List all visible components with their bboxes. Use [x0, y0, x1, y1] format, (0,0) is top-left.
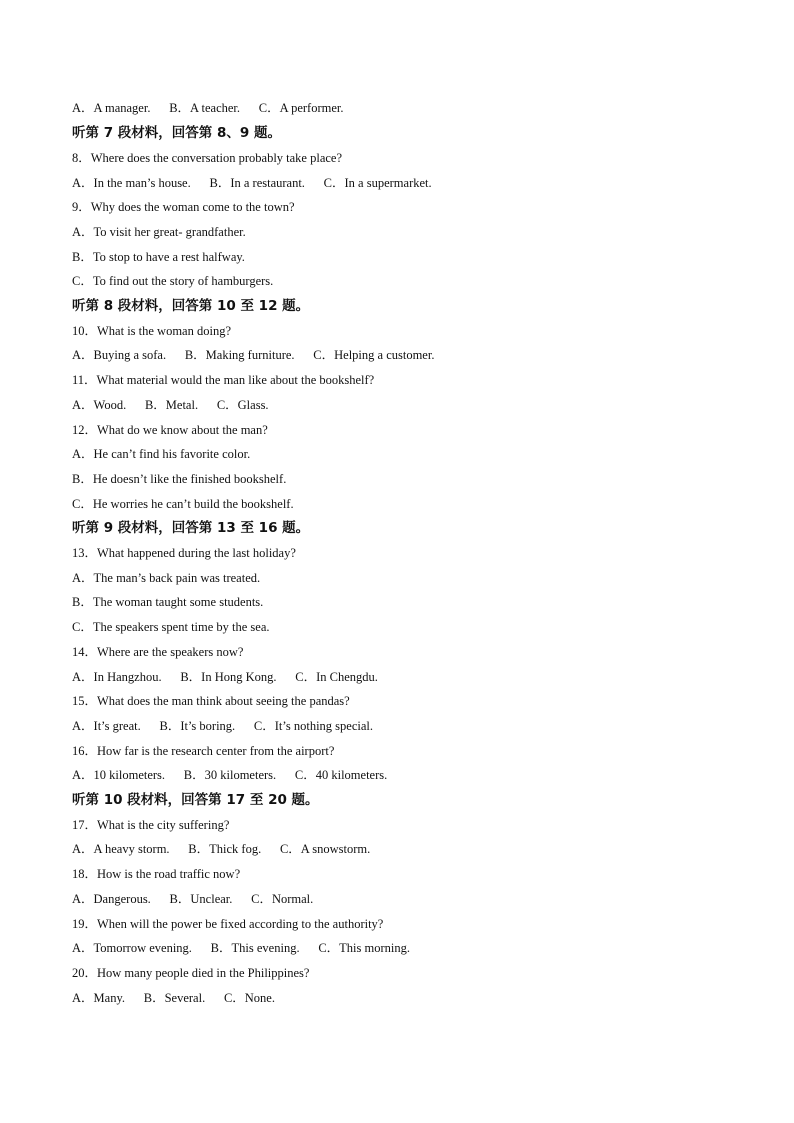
answer-options-q20: A．Many. B．Several. C．None.: [72, 991, 275, 1005]
answer-option-q13-b: B．The woman taught some students.: [72, 595, 264, 609]
answer-options-q17: A．A heavy storm. B．Thick fog. C．A snowstorm.: [72, 842, 371, 856]
section-heading-10: 听第 10 段材料，回答第 17 至 20 题。: [72, 792, 319, 808]
question-18: 18．How is the road traffic now?: [72, 867, 241, 881]
question-8: 8．Where does the conversation probably take place?: [72, 151, 343, 165]
question-16: 16．How far is the research center from the airport?: [72, 744, 335, 758]
question-19: 19．When will the power be fixed according to the authority?: [72, 917, 384, 931]
answer-option-q12-a: A．He can’t find his favorite color.: [72, 447, 251, 461]
answer-option-q13-c: C．The speakers spent time by the sea.: [72, 620, 270, 634]
answer-options-q8: A．In the man’s house. B．In a restaurant. C．In a supermarket.: [72, 176, 432, 190]
answer-option-q12-c: C．He worries he can’t build the bookshelf.: [72, 497, 294, 511]
question-10: 10．What is the woman doing?: [72, 324, 231, 338]
section-heading-9: 听第 9 段材料，回答第 13 至 16 题。: [72, 520, 310, 536]
answer-options-q19: A．Tomorrow evening. B．This evening. C．This morning.: [72, 941, 410, 955]
answer-option-q9-c: C．To find out the story of hamburgers.: [72, 274, 274, 288]
section-heading-7: 听第 7 段材料，回答第 8、9 题。: [72, 125, 281, 141]
answer-options-q7: A．A manager. B．A teacher. C．A performer.: [72, 101, 344, 115]
question-11: 11．What material would the man like about the bookshelf?: [72, 373, 375, 387]
answer-options-q14: A．In Hangzhou. B．In Hong Kong. C．In Chengdu.: [72, 670, 378, 684]
answer-options-q10: A．Buying a sofa. B．Making furniture. C．Helping a customer.: [72, 348, 435, 362]
answer-option-q13-a: A．The man’s back pain was treated.: [72, 571, 261, 585]
question-17: 17．What is the city suffering?: [72, 818, 230, 832]
question-14: 14．Where are the speakers now?: [72, 645, 244, 659]
answer-option-q9-b: B．To stop to have a rest halfway.: [72, 250, 245, 264]
answer-option-q12-b: B．He doesn’t like the finished bookshelf.: [72, 472, 287, 486]
answer-options-q11: A．Wood. B．Metal. C．Glass.: [72, 398, 269, 412]
question-13: 13．What happened during the last holiday?: [72, 546, 296, 560]
question-12: 12．What do we know about the man?: [72, 423, 268, 437]
question-15: 15．What does the man think about seeing the pandas?: [72, 694, 350, 708]
question-20: 20．How many people died in the Philippines?: [72, 966, 310, 980]
answer-options-q15: A．It’s great. B．It’s boring. C．It’s nothing special.: [72, 719, 374, 733]
section-heading-8: 听第 8 段材料，回答第 10 至 12 题。: [72, 298, 310, 314]
answer-option-q9-a: A．To visit her great- grandfather.: [72, 225, 246, 239]
question-9: 9．Why does the woman come to the town?: [72, 200, 295, 214]
answer-options-q16: A．10 kilometers. B．30 kilometers. C．40 kilometers.: [72, 768, 388, 782]
answer-options-q18: A．Dangerous. B．Unclear. C．Normal.: [72, 892, 314, 906]
